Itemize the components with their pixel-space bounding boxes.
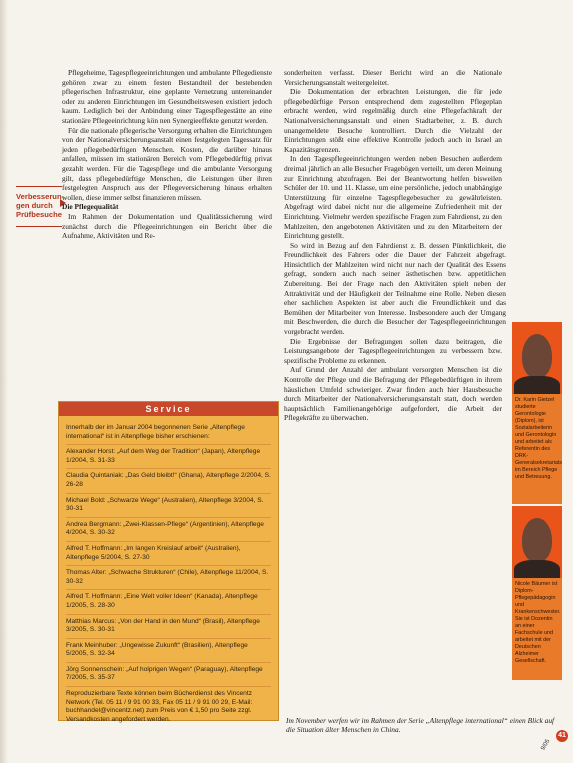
service-item: Andrea Bergmann: „Zwei-Klassen-Pflege“ (Argentinien), Altenpflege 4/2004, S. 30-32 [66,518,271,542]
scan-edge [0,0,8,763]
right-paragraph-1: sonderheiten verfasst. Dieser Bericht wird an die Nationale Versicherungsanstalt weitergeleitet. [284,68,502,87]
author-caption-2: Nicole Bäumer ist Diplom-Pflegepädagogin und Krankenschwester. Sie ist Dozentin an einer Fachschule und arbeitet mit der Deutschen Alzheimer Gesellschaft. [512,578,562,680]
service-item: Michael Bold: „Schwarze Wege“ (Australien), Altenpflege 3/2004, S. 30-31 [66,494,271,518]
author-photo-2 [512,506,562,686]
section-subheading: Die Pflegequalität [62,202,119,212]
service-header: Service [59,402,278,416]
service-item: Thomas Alter: „Schwache Strukturen“ (Chile), Altenpflege 11/2004, S. 30-32 [66,566,271,590]
next-issue-note: Im November werfen wir im Rahmen der Serie „Altenpflege international“ einen Blick auf die Situation älter Menschen in China. [286,716,555,735]
service-box [58,401,279,721]
service-item: Alfred T. Hoffmann: „Eine Welt voller Ideen“ (Kanada), Altenpflege 1/2005, S. 28-30 [66,590,271,614]
service-item: Reproduzierbare Texte können beim Bücherdienst des Vincentz Network (Tel. 05 11 / 9 91 00 33, Fax 05 11 / 9 91 00 29, E-Mail: buchhandel@vincentz.net) zum Preis von € 1,50 pro Seite zzgl. Versandkosten angefordert werden. [66,690,253,723]
service-item: Matthias Marcus: „Von der Hand in den Mund“ (Brasil), Altenpflege 3/2005, S. 30-31 [66,615,271,639]
right-column [284,68,506,423]
left-paragraph-3: Im Rahmen der Dokumentation und Qualitätssicherung wird zunächst durch die Pflegeeinrichtungen ein Bericht über die Aufnahme, Aktivitäten und Re- [62,211,272,241]
service-item: Alexander Horst: „Auf dem Weg der Tradition“ (Japan), Altenpflege 1/2004, S. 31-33 [66,445,271,469]
marginal-line-1: Verbesserun- [16,192,65,201]
left-paragraph-2: Für die nationale pflegerische Versorgung erhalten die Einrichtungen von der Nationalversicherungsanstalt einen festgelegten Tagessatz für jeden pflegebedürftigen Menschen. Kosten, die darüber hinaus anfallen, müssen im stationären Bereich vom Pflegebedürftig privat gezahlt werden. Für die Tagespflege und die ambulante Versorgung gilt, dass pflegebedürftige Menschen, die Leistungen über ihren festgelegten Anspruch aus der Pflegeversicherung hinaus erhalten wollen, diese immer selbst finanzieren müssen. [62,125,272,202]
author-caption-1: Dr. Karin Gietzel studierte Gerontologie (Diplom), ist Sozialarbeiterin und Gerontologin und arbeitet als Referentin des DRK-Generalsekretariats im Bereich Pflege und Betreuung. [512,394,562,504]
marginal-line-2: gen durch [16,201,53,210]
left-column [62,68,272,241]
right-paragraph-5: Die Ergebnisse der Befragungen sollen dazu beitragen, die Leistungsangebote der Tagespflegeeinrichtungen zu verbessern bzw. spezifische Probleme zu erkennen. [284,336,502,365]
portrait-image [512,506,562,578]
issue-corner-mark: 9/05 [540,738,552,752]
left-paragraph-1: Pflegeheime, Tagespflegeeinrichtungen und ambulante Pflegedienste gehören zwar zu einem festen Bestandteil der bestehenden pflegerischen Infrastruktur, eine geplante Vernetzung untereinander oder zu anderen Einrichtungen im Gesundheitswesen existiert jedoch kaum. Lediglich bei der Anbindung einer Tagespflegestätte an eine stationäre Pflegeeinrichtung kön nen Synergieeffekte genutzt werden. [62,68,272,125]
right-paragraph-6: Auf Grund der Anzahl der ambulant versorgten Menschen ist die Kontrolle der Pflege und die Befragung der Pflegebedürftigen in ihrem häuslichen Umfeld schwieriger. Zwar finden auch hier Hausbesuche durch Mitarbeiter der Nationalversicherungsanstalt statt, doch werden hauptsächlich Familienangehörige aufgefordert, die Arbeit der Pflegekräfte zu überwachen. [284,365,502,423]
service-item: Jörg Sonnenschein: „Auf holprigen Wegen“ (Paraguay), Altenpflege 7/2005, S. 35-37 [66,663,271,687]
right-paragraph-4: So wird in Bezug auf den Fahrdienst z. B. dessen Pünktlichkeit, die Freundlichkeit des Fahrers oder die Dauer der Fahrzeit abgefragt. Hinsichtlich der Mahlzeiten wird nicht nur nach der Qualität des Essens gefragt, sondern auch nach seiner ästhetischen bzw. appetitlichen Zubereitung. Bei der Frage nach den Aktivitäten spielt neben der Attraktivität und der Häufigkeit der Teilnahme eine Rolle. Neben diesen eher sachlichen Aspekten ist aber auch die Freundlichkeit und das Bemühen der Mitarbeiter von Interesse. Insbesondere auch der Umgang mit Beschwerden, die durch die Besucher der Tagespflegeeinrichtungen vorgebracht werden. [284,240,506,337]
page-number: 41 [556,730,568,742]
service-item: Innerhalb der im Januar 2004 begonnenen Serie „Altenpflege international“ ist in Altenpflege bisher erschienen: [66,421,271,445]
service-list [59,416,278,732]
service-item: Alfred T. Hoffmann: „Im langen Kreislauf arbeit“ (Australien), Altenpflege 5/2004, S. 27-30 [66,542,271,566]
marginal-line-3: Prüfbesuche [16,210,62,219]
service-item: Frank Meinhuber: „Ungewisse Zukunft“ (Brasilien), Altenpflege 5/2005, S. 32-34 [66,639,271,663]
marginal-rule-bottom [16,226,62,227]
right-paragraph-3: In den Tagespflegeeinrichtungen werden neben Besuchen außerdem dreimal jährlich an alle Besucher Fragebögen verteilt, um deren Meinung zur Einrichtung abzufragen. Bei der Beantwortung helfen bisweilen Schüler der 10. und 11. Klasse, um eine persönliche, jedoch unabhängige Unterstützung für einzelne Tagespflegebesucher zu gewährleisten. Abgefragt wird dabei nicht nur die allgemeine Zufriedenheit mit der Einrichtung. Vielmehr werden spezifische Fragen zum Fahrdienst, zu den Mahlzeiten, den angebotenen Aktivitäten und zu den Mitarbeitern der Einrichtung gestellt. [284,154,502,241]
right-paragraph-2: Die Dokumentation der erbrachten Leistungen, die für jede pflegebedürftige Person entsprechend dem zugestellten Pflegeplan erbracht werden, wird regelmäßig durch eine Pflegefachkraft der Nationalversicherungsanstalt und einen Stadtarbeiter, z. B. durch unangemeldete Besuche kontrolliert. Durch die Vielzahl der Einrichtungen stößt eine effektive Kontrolle jedoch auch in Israel an Kapazitätsgrenzen. [284,87,502,154]
service-item: Claudia Quintaniak: „Das Geld bleibt!“ (Ghana), Altenpflege 2/2004, S. 26-28 [66,469,271,493]
marginal-rule-top [16,186,62,187]
author-photo-1 [512,322,562,510]
portrait-image [512,322,562,394]
